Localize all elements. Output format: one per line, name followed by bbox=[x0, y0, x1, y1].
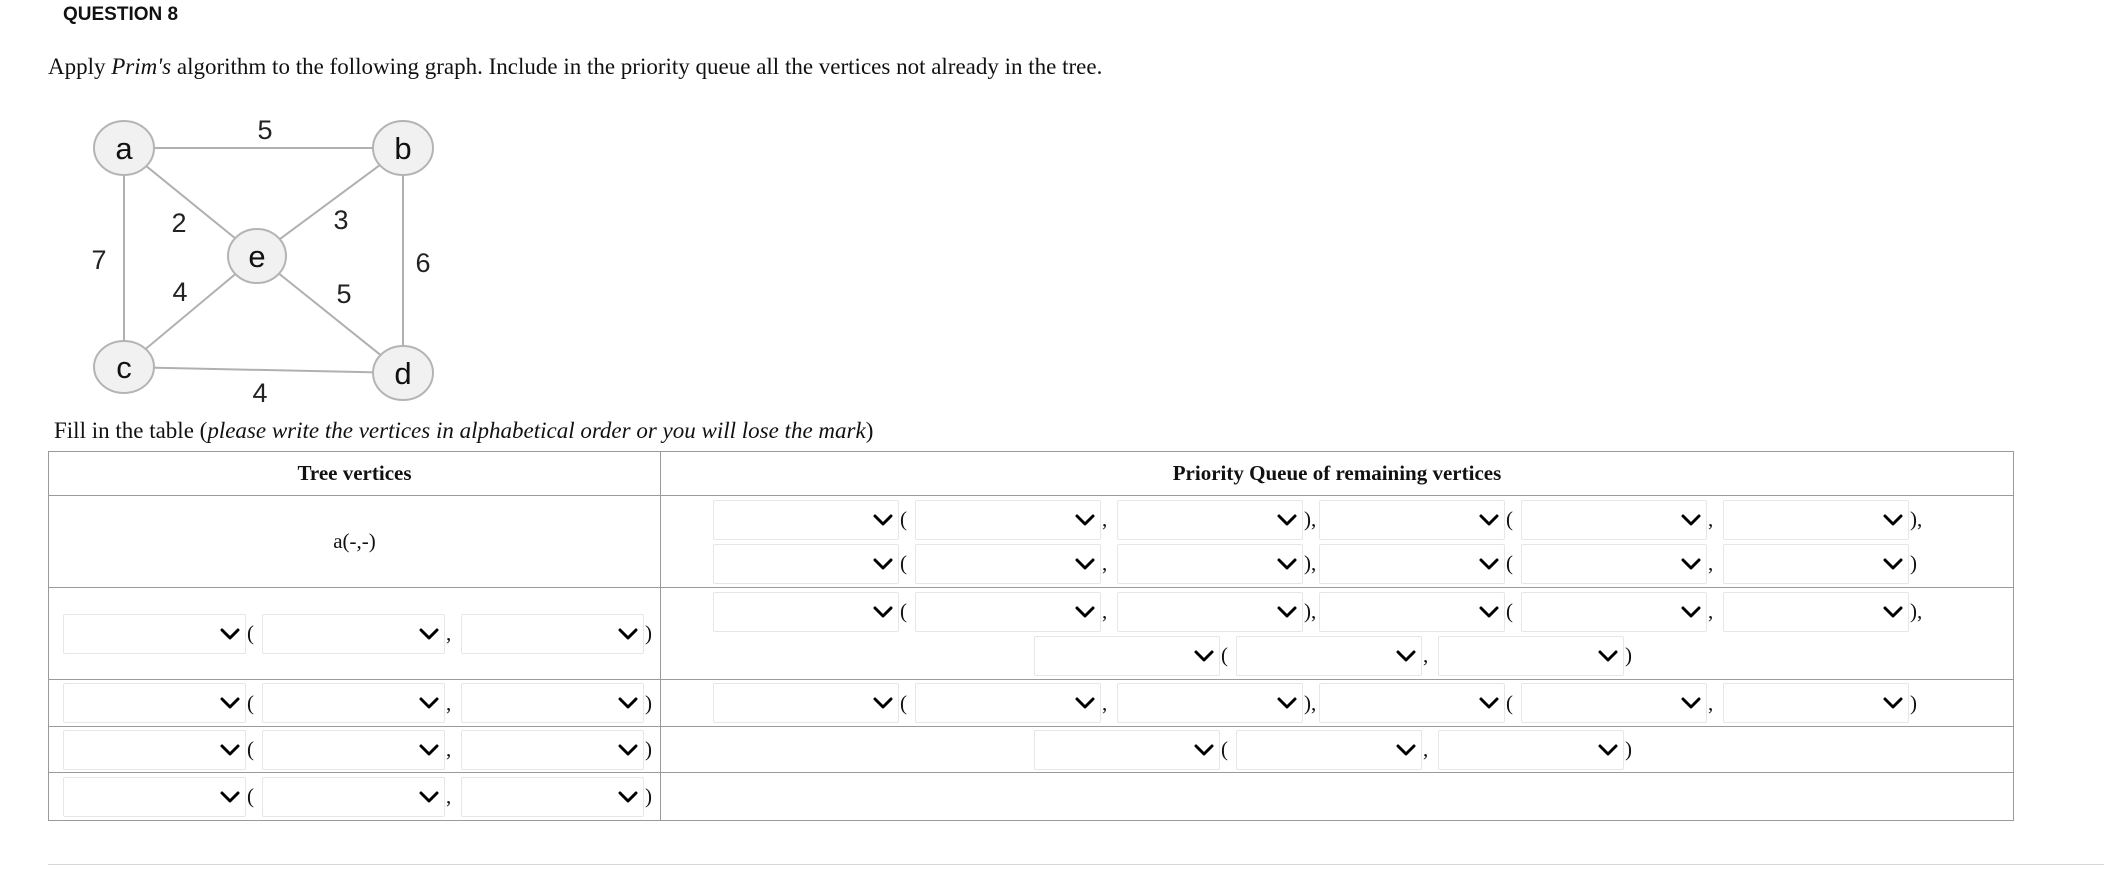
vertex-dropdown[interactable] bbox=[1319, 592, 1505, 632]
chevron-down-icon bbox=[1072, 551, 1098, 577]
comma: , bbox=[1708, 690, 1714, 715]
tree-vertex-cell bbox=[49, 773, 661, 821]
chevron-down-icon bbox=[870, 507, 896, 533]
weight-dropdown[interactable] bbox=[1117, 592, 1303, 632]
table-header-row bbox=[49, 452, 2014, 496]
chevron-down-icon bbox=[217, 737, 243, 763]
tree-vertex-cell bbox=[49, 680, 661, 727]
queue-line bbox=[661, 498, 2013, 542]
comma: , bbox=[446, 621, 452, 646]
close-paren: ) bbox=[645, 690, 652, 715]
vertex-dropdown[interactable] bbox=[713, 544, 899, 584]
tree-vertex-dropdown[interactable] bbox=[63, 777, 246, 817]
parent-dropdown[interactable] bbox=[1521, 500, 1707, 540]
open-paren: ( bbox=[1506, 507, 1513, 532]
priority-queue-header: Priority Queue of remaining vertices bbox=[661, 452, 2014, 496]
chevron-down-icon bbox=[1476, 551, 1502, 577]
vertex-dropdown[interactable] bbox=[713, 500, 899, 540]
open-paren: ( bbox=[1221, 737, 1228, 762]
node-e-label: e bbox=[248, 239, 266, 274]
parent-dropdown[interactable] bbox=[1236, 730, 1422, 770]
chevron-down-icon bbox=[1072, 599, 1098, 625]
weight-dropdown[interactable] bbox=[1723, 683, 1909, 723]
vertex-dropdown[interactable] bbox=[713, 592, 899, 632]
chevron-down-icon bbox=[1880, 551, 1906, 577]
edge-weight-a-e: 2 bbox=[171, 208, 187, 238]
vertex-dropdown[interactable] bbox=[1319, 544, 1505, 584]
edge-weight-e-c: 4 bbox=[172, 277, 188, 307]
priority-queue-cell bbox=[661, 588, 2014, 680]
chevron-down-icon bbox=[615, 621, 641, 647]
fill-prefix: Fill in the table ( bbox=[54, 418, 208, 443]
chevron-down-icon bbox=[1476, 507, 1502, 533]
edge-c-d bbox=[124, 367, 403, 373]
close-paren: ) bbox=[645, 621, 652, 646]
open-paren: ( bbox=[900, 599, 907, 624]
tree-parent-dropdown[interactable] bbox=[262, 730, 445, 770]
chevron-down-icon bbox=[1191, 643, 1217, 669]
open-paren: ( bbox=[247, 621, 254, 646]
chevron-down-icon bbox=[1678, 551, 1704, 577]
chevron-down-icon bbox=[217, 690, 243, 716]
parent-dropdown[interactable] bbox=[1236, 636, 1422, 676]
tree-parent-dropdown[interactable] bbox=[262, 777, 445, 817]
priority-queue-cell-empty bbox=[661, 773, 2014, 821]
comma: , bbox=[1708, 507, 1714, 532]
edge-weight-e-d: 5 bbox=[336, 279, 352, 309]
fill-instruction bbox=[54, 418, 873, 444]
chevron-down-icon bbox=[1595, 643, 1621, 669]
tree-line bbox=[49, 681, 660, 725]
comma: , bbox=[446, 737, 452, 762]
vertex-dropdown[interactable] bbox=[1319, 683, 1505, 723]
chevron-down-icon bbox=[615, 784, 641, 810]
open-paren: ( bbox=[900, 551, 907, 576]
chevron-down-icon bbox=[615, 737, 641, 763]
tree-line bbox=[49, 612, 660, 656]
open-paren: ( bbox=[1221, 643, 1228, 668]
comma: , bbox=[1708, 551, 1714, 576]
chevron-down-icon bbox=[1678, 690, 1704, 716]
chevron-down-icon bbox=[1880, 507, 1906, 533]
queue-line bbox=[661, 542, 2013, 586]
bottom-divider bbox=[48, 864, 2104, 865]
table-row bbox=[49, 680, 2014, 727]
weight-dropdown[interactable] bbox=[1723, 544, 1909, 584]
weight-dropdown[interactable] bbox=[1438, 730, 1624, 770]
open-paren: ( bbox=[900, 690, 907, 715]
prim-answer-table bbox=[48, 451, 2014, 821]
tree-weight-dropdown[interactable] bbox=[461, 777, 644, 817]
weight-dropdown[interactable] bbox=[1723, 592, 1909, 632]
table-row bbox=[49, 726, 2014, 773]
question-instruction bbox=[48, 54, 1102, 80]
fill-emphasis: please write the vertices in alphabetical order or you will lose the mark bbox=[207, 418, 866, 443]
tree-vertex-cell bbox=[49, 726, 661, 773]
close-paren-comma: ), bbox=[1304, 690, 1317, 715]
close-paren-comma: ), bbox=[1304, 507, 1317, 532]
open-paren: ( bbox=[1506, 551, 1513, 576]
close-paren: ) bbox=[645, 737, 652, 762]
chevron-down-icon bbox=[1476, 599, 1502, 625]
table-row bbox=[49, 496, 2014, 588]
edge-weight-b-d: 6 bbox=[415, 248, 431, 278]
open-paren: ( bbox=[247, 784, 254, 809]
edge-weight-c-d: 4 bbox=[252, 378, 268, 408]
open-paren: ( bbox=[900, 507, 907, 532]
chevron-down-icon bbox=[416, 737, 442, 763]
priority-queue-cell bbox=[661, 496, 2014, 588]
tree-vertex-dropdown[interactable] bbox=[63, 683, 246, 723]
chevron-down-icon bbox=[1880, 690, 1906, 716]
tree-vertex-dropdown[interactable] bbox=[63, 730, 246, 770]
weight-dropdown[interactable] bbox=[1117, 544, 1303, 584]
chevron-down-icon bbox=[217, 621, 243, 647]
vertex-dropdown[interactable] bbox=[1034, 730, 1220, 770]
close-paren: ) bbox=[1910, 551, 1917, 576]
comma: , bbox=[1102, 507, 1108, 532]
chevron-down-icon bbox=[1476, 690, 1502, 716]
node-a-label: a bbox=[115, 131, 133, 166]
chevron-down-icon bbox=[1274, 599, 1300, 625]
priority-queue-cell bbox=[661, 726, 2014, 773]
comma: , bbox=[1102, 551, 1108, 576]
tree-parent-dropdown[interactable] bbox=[262, 683, 445, 723]
node-c-label: c bbox=[116, 350, 132, 385]
edge-weight-a-c: 7 bbox=[91, 245, 107, 275]
close-paren-comma: ), bbox=[1304, 599, 1317, 624]
weight-dropdown[interactable] bbox=[1117, 683, 1303, 723]
instruction-prefix: Apply bbox=[48, 54, 112, 79]
chevron-down-icon bbox=[870, 551, 896, 577]
chevron-down-icon bbox=[1393, 737, 1419, 763]
chevron-down-icon bbox=[1678, 599, 1704, 625]
chevron-down-icon bbox=[416, 784, 442, 810]
tree-line bbox=[49, 728, 660, 772]
chevron-down-icon bbox=[1595, 737, 1621, 763]
chevron-down-icon bbox=[1274, 507, 1300, 533]
tree-weight-dropdown[interactable] bbox=[461, 614, 644, 654]
fill-suffix: ) bbox=[865, 418, 874, 443]
comma: , bbox=[1102, 599, 1108, 624]
close-paren-comma: ), bbox=[1910, 599, 1923, 624]
instruction-suffix: algorithm to the following graph. Include in the priority queue all the vertices not already in the tree. bbox=[171, 54, 1103, 79]
close-paren: ) bbox=[645, 784, 652, 809]
chevron-down-icon bbox=[1072, 690, 1098, 716]
close-paren: ) bbox=[1910, 690, 1917, 715]
queue-line bbox=[661, 634, 2013, 678]
vertex-dropdown[interactable] bbox=[713, 683, 899, 723]
weight-dropdown[interactable] bbox=[1117, 500, 1303, 540]
tree-vertices-header: Tree vertices bbox=[49, 452, 661, 496]
open-paren: ( bbox=[247, 690, 254, 715]
queue-line bbox=[661, 590, 2013, 634]
parent-dropdown[interactable] bbox=[915, 683, 1101, 723]
chevron-down-icon bbox=[870, 690, 896, 716]
weighted-graph bbox=[80, 105, 460, 415]
chevron-down-icon bbox=[1274, 551, 1300, 577]
comma: , bbox=[1423, 737, 1429, 762]
edge-weight-b-e: 3 bbox=[333, 205, 349, 235]
chevron-down-icon bbox=[1274, 690, 1300, 716]
parent-dropdown[interactable] bbox=[1521, 683, 1707, 723]
chevron-down-icon bbox=[416, 690, 442, 716]
chevron-down-icon bbox=[1072, 507, 1098, 533]
open-paren: ( bbox=[1506, 599, 1513, 624]
close-paren-comma: ), bbox=[1304, 551, 1317, 576]
comma: , bbox=[1423, 643, 1429, 668]
question-title: QUESTION 8 bbox=[63, 4, 179, 25]
initial-tree-vertex: a(-,-) bbox=[333, 529, 376, 554]
chevron-down-icon bbox=[1880, 599, 1906, 625]
algorithm-name: Prim's bbox=[111, 54, 172, 79]
parent-dropdown[interactable] bbox=[1521, 544, 1707, 584]
queue-line bbox=[661, 728, 2013, 772]
vertex-dropdown[interactable] bbox=[1319, 500, 1505, 540]
weight-dropdown[interactable] bbox=[1438, 636, 1624, 676]
priority-queue-cell bbox=[661, 680, 2014, 727]
queue-line bbox=[661, 681, 2013, 725]
comma: , bbox=[1708, 599, 1714, 624]
chevron-down-icon bbox=[416, 621, 442, 647]
chevron-down-icon bbox=[615, 690, 641, 716]
node-b-label: b bbox=[394, 131, 412, 166]
chevron-down-icon bbox=[870, 599, 896, 625]
open-paren: ( bbox=[247, 737, 254, 762]
close-paren: ) bbox=[1625, 643, 1632, 668]
chevron-down-icon bbox=[1191, 737, 1217, 763]
node-d-label: d bbox=[394, 356, 412, 391]
parent-dropdown[interactable] bbox=[1521, 592, 1707, 632]
parent-dropdown[interactable] bbox=[915, 500, 1101, 540]
close-paren: ) bbox=[1625, 737, 1632, 762]
tree-vertex-dropdown[interactable] bbox=[63, 614, 246, 654]
tree-vertex-cell bbox=[49, 496, 661, 588]
vertex-dropdown[interactable] bbox=[1034, 636, 1220, 676]
chevron-down-icon bbox=[217, 784, 243, 810]
table-row bbox=[49, 773, 2014, 821]
edge-weight-a-b: 5 bbox=[257, 115, 273, 145]
comma: , bbox=[446, 690, 452, 715]
comma: , bbox=[446, 784, 452, 809]
chevron-down-icon bbox=[1393, 643, 1419, 669]
weight-dropdown[interactable] bbox=[1723, 500, 1909, 540]
tree-weight-dropdown[interactable] bbox=[461, 730, 644, 770]
tree-weight-dropdown[interactable] bbox=[461, 683, 644, 723]
tree-vertex-cell bbox=[49, 588, 661, 680]
table-row bbox=[49, 588, 2014, 680]
tree-line bbox=[49, 775, 660, 819]
comma: , bbox=[1102, 690, 1108, 715]
open-paren: ( bbox=[1506, 690, 1513, 715]
chevron-down-icon bbox=[1678, 507, 1704, 533]
close-paren-comma: ), bbox=[1910, 507, 1923, 532]
parent-dropdown[interactable] bbox=[915, 592, 1101, 632]
tree-parent-dropdown[interactable] bbox=[262, 614, 445, 654]
parent-dropdown[interactable] bbox=[915, 544, 1101, 584]
